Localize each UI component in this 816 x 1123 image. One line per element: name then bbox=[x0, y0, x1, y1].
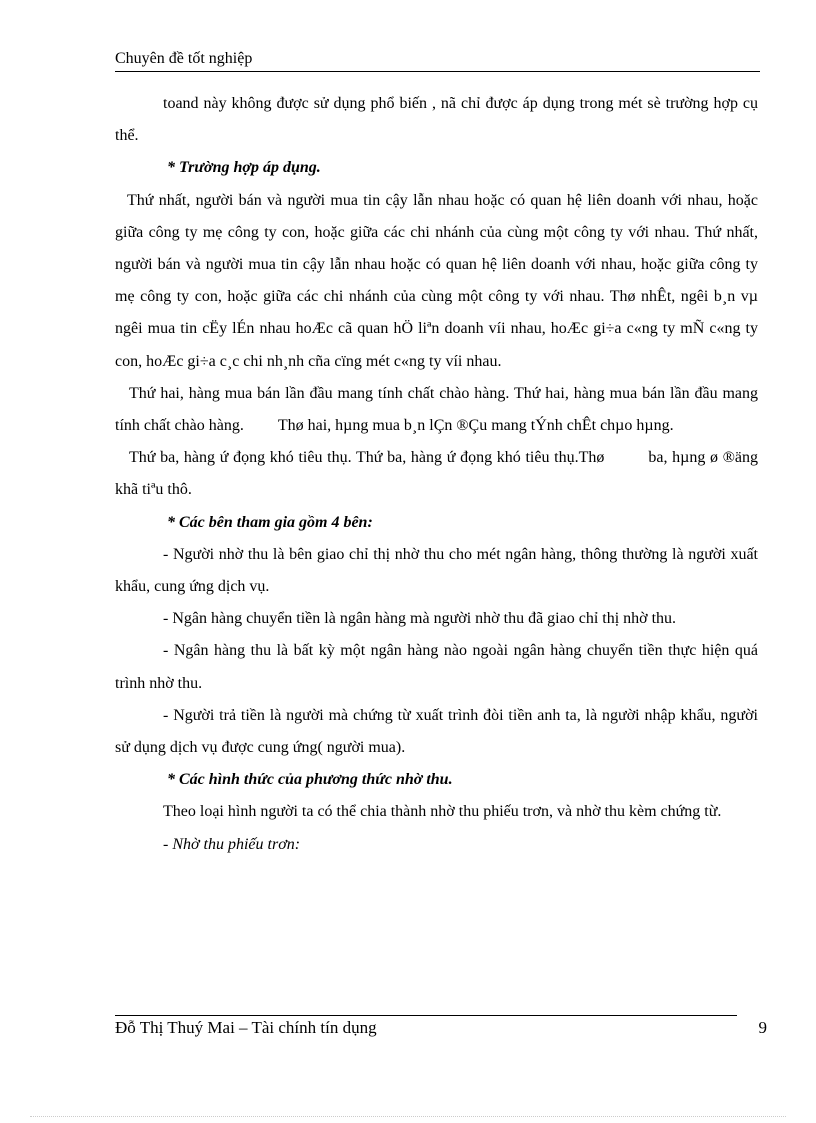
third-case-encoded-text: ba, hµng ø ®äng khã tiªu thô. bbox=[115, 449, 759, 499]
paragraph-party-drawee: - Người trả tiền là người mà chứng từ xuất trình đòi tiền anh ta, là người nhập khẩu, người sử dụng dịch vụ được cung ứng( người mua). bbox=[115, 706, 758, 757]
heading-collection-forms: * Các hình thức của phương thức nhờ thu. bbox=[167, 771, 453, 789]
paragraph-party-collecting-bank: - Ngân hàng thu là bất kỳ một ngân hàng nào ngoài ngân hàng chuyển tiền thực hiện quá trình nhờ thu. bbox=[115, 642, 758, 692]
paragraph-party-principal: - Người nhờ thu là bên giao chỉ thị nhờ thu cho mét ngân hàng, thông thường là người xuất khẩu, cung ứng dịch vụ. bbox=[115, 545, 758, 596]
page-header bbox=[115, 50, 760, 72]
paragraph-first-case: Thứ nhất, người bán và người mua tin cậy lẫn nhau hoặc có quan hệ liên doanh với nhau, hoặc giữa công ty mẹ công ty con, hoặc giữa các chi nhánh của cùng một công ty với nhau. Thứ nhất, người bán và người mua tin cậy lẫn nhau hoặc có quan hệ liên doanh với nhau, hoặc giữa công ty mẹ công ty con, hoặc giữa các chi nhánh của cùng một công ty với nhau. Thø nhÊt, ngêi b¸n vµ ngêi mua tin cËy lÉn nhau hoÆc cã quan hÖ liªn doanh víi nhau, hoÆc gi÷a c«ng ty mÑ c«ng ty con, hoÆc gi÷a c¸c chi nh¸nh cña cïng mét c«ng ty víi nhau. bbox=[115, 191, 758, 370]
paragraph-clean-collection: - Nhờ thu phiếu trơn: bbox=[163, 835, 301, 853]
page-footer bbox=[115, 1017, 767, 1039]
page-number: 9 bbox=[758, 1018, 767, 1037]
footer-author: Đỗ Thị Thuý Mai – Tài chính tín dụng bbox=[115, 1018, 377, 1037]
paragraph-intro: toand này không được sử dụng phổ biến , nã chỉ được áp dụng trong mét sè trường hợp cụ thể. bbox=[115, 95, 758, 145]
footer-divider bbox=[115, 1015, 737, 1016]
heading-applicable-cases: * Trường hợp áp dụng. bbox=[167, 159, 321, 177]
header-title: Chuyên đề tốt nghiệp bbox=[115, 50, 253, 67]
paragraph-third-case bbox=[115, 442, 758, 506]
page-body bbox=[115, 88, 758, 861]
second-case-encoded-text: Thø hai, hµng mua b¸n lÇn ®Çu mang tÝnh chÊt chµo hµng. bbox=[277, 417, 674, 435]
paragraph-collection-types: Theo loại hình người ta có thể chia thành nhờ thu phiếu trơn, và nhờ thu kèm chứng từ. bbox=[163, 803, 722, 821]
second-case-text: Thứ hai, hàng mua bán lần đầu mang tính chất chào hàng. Thứ hai, hàng mua bán lần đầu mang tính chất chào hàng. bbox=[115, 384, 758, 435]
page-bottom-dotted-border bbox=[30, 1116, 786, 1117]
third-case-text: Thứ ba, hàng ứ đọng khó tiêu thụ. Thứ ba, hàng ứ đọng khó tiêu thụ.Thø bbox=[129, 449, 605, 467]
heading-parties: * Các bên tham gia gồm 4 bên: bbox=[167, 513, 373, 531]
paragraph-party-remitting-bank: - Ngân hàng chuyển tiền là ngân hàng mà người nhờ thu đã giao chỉ thị nhờ thu. bbox=[163, 610, 677, 628]
paragraph-second-case bbox=[115, 378, 758, 442]
